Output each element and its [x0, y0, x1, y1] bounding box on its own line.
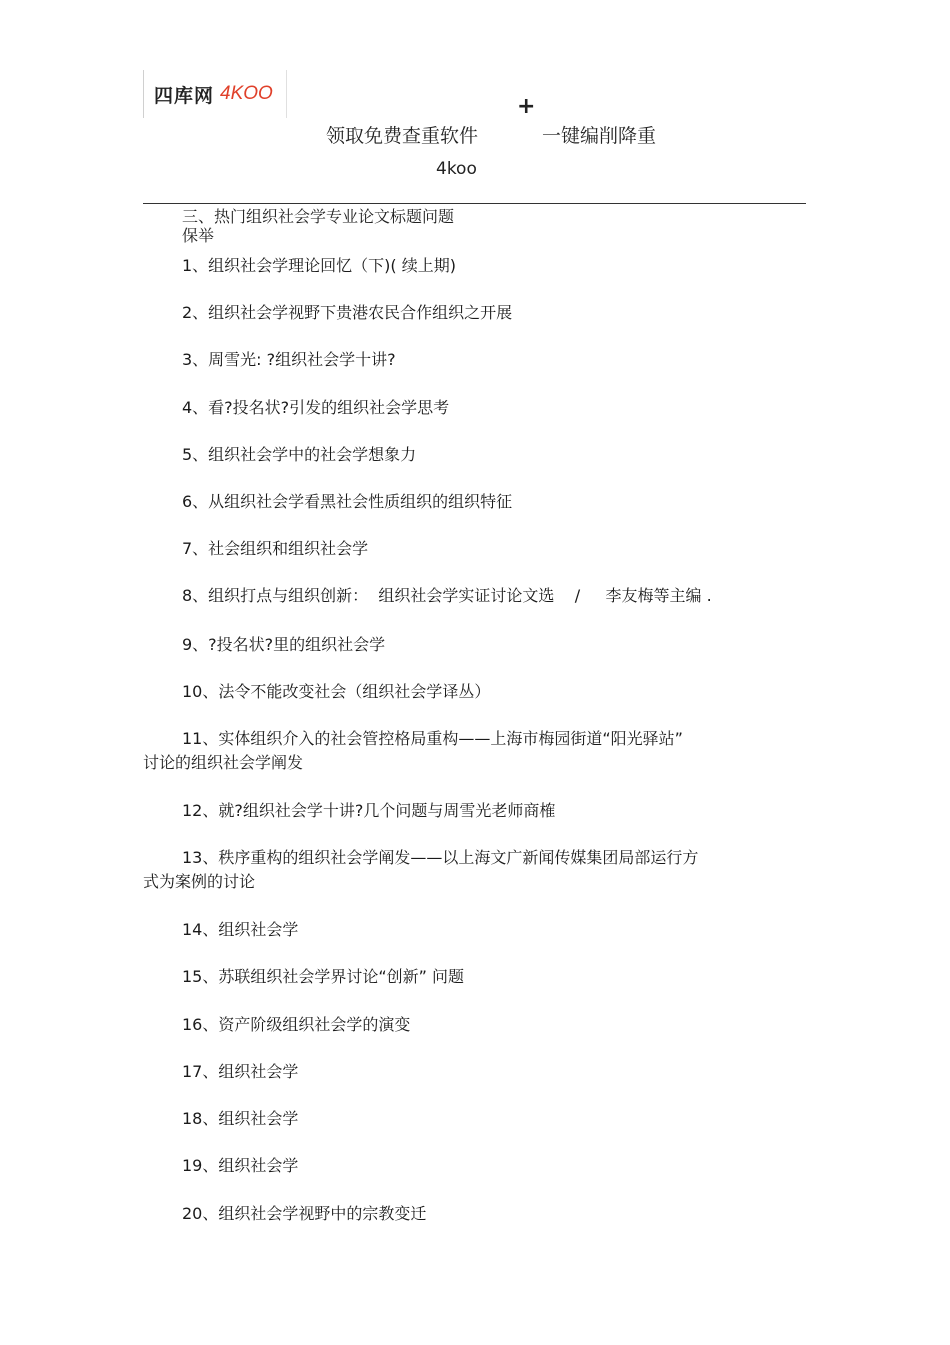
list-item-continuation: 式为案例的讨论 [143, 872, 256, 891]
section-heading-line2: 保举 [182, 226, 215, 245]
list-item: 7、社会组织和组织社会学 [182, 539, 369, 558]
list-item: 14、组织社会学 [182, 920, 299, 939]
list-item: 8、组织打点与组织创新： 组织社会学实证讨论文选 / 李友梅等主编 . [182, 586, 712, 605]
header-right-text: 一键编削降重 [542, 125, 657, 147]
header-sub-text: 4koo [436, 159, 477, 179]
list-item: 1、组织社会学理论回忆（下)( 续上期) [182, 256, 456, 275]
list-item: 5、组织社会学中的社会学想象力 [182, 445, 417, 464]
header-divider [143, 203, 806, 204]
list-item: 10、法令不能改变社会（组织社会学译丛） [182, 682, 491, 701]
section-heading-line1: 三、热门组织社会学专业论文标题问题 [182, 207, 455, 226]
list-item: 15、苏联组织社会学界讨论“创新” 问题 [182, 967, 465, 986]
section-heading [182, 207, 454, 245]
logo-text-en: 4KOO [220, 83, 273, 104]
list-item: 17、组织社会学 [182, 1062, 299, 1081]
list-item: 11、实体组织介入的社会管控格局重构——上海市梅园街道“阳光驿站” [182, 729, 683, 748]
list-item: 12、就?组织社会学十讲?几个问题与周雪光老师商榷 [182, 801, 556, 820]
list-item: 13、秩序重构的组织社会学阐发——以上海文广新闻传媒集团局部运行方 [182, 848, 699, 867]
list-item: 19、组织社会学 [182, 1156, 299, 1175]
list-item: 6、从组织社会学看黑社会性质组织的组织特征 [182, 492, 513, 511]
list-item: 20、组织社会学视野中的宗教变迁 [182, 1204, 427, 1223]
list-item: 18、组织社会学 [182, 1109, 299, 1128]
header-left-text: 领取免费查重软件 [326, 125, 479, 147]
list-item: 2、组织社会学视野下贵港农民合作组织之开展 [182, 303, 513, 322]
logo-text-cn: 四库网 [154, 84, 215, 107]
list-item: 16、资产阶级组织社会学的演变 [182, 1015, 411, 1034]
list-item: 3、周雪光: ?组织社会学十讲? [182, 350, 396, 369]
list-item: 9、?投名状?里的组织社会学 [182, 635, 386, 654]
site-logo [143, 70, 287, 118]
list-item: 4、看?投名状?引发的组织社会学思考 [182, 398, 450, 417]
list-item-continuation: 讨论的组织社会学阐发 [143, 753, 304, 772]
plus-sign: + [517, 94, 536, 119]
